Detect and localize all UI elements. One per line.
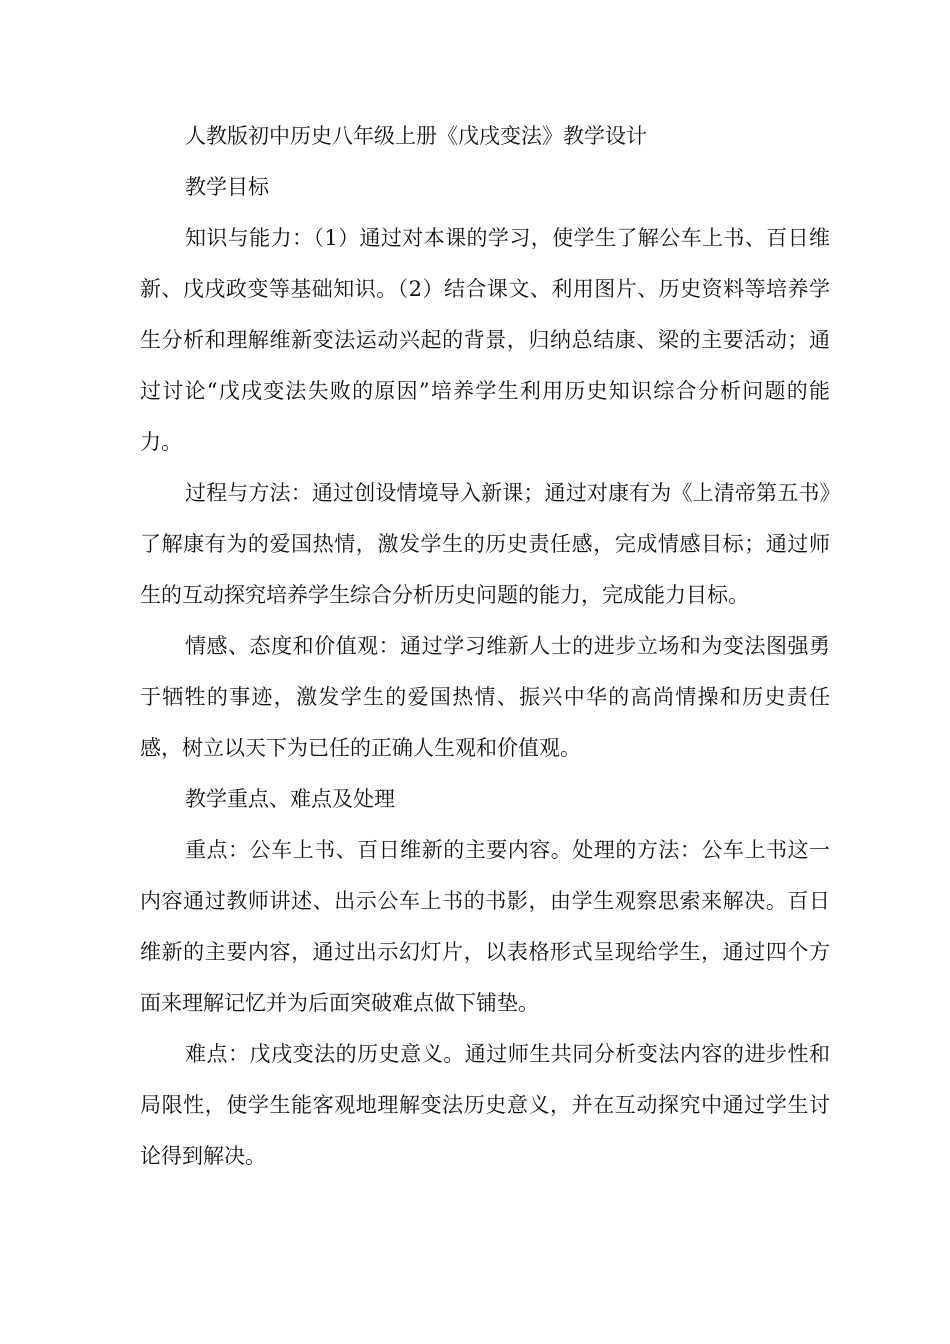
document-title: 人教版初中历史八年级上册《戊戌变法》教学设计 <box>185 124 647 148</box>
paragraph-process-method: 过程与方法：通过创设情境导入新课；通过对康有为《上清帝第五书》了解康有为的爱国热情，激发学生的历史责任感，完成情感目标；通过师生的互动探究培养学生综合分析历史问题的能力，完成能力目标。 <box>140 481 830 607</box>
section-heading-keypoints: 教学重点、难点及处理 <box>185 787 395 811</box>
document-page <box>140 111 830 1182</box>
paragraph-difficulty: 难点：戊戌变法的历史意义。通过师生共同分析变法内容的进步性和局限性，使学生能客观地理解变法历史意义，并在互动探究中通过学生讨论得到解决。 <box>140 1042 830 1168</box>
paragraph-focus: 重点：公车上书、百日维新的主要内容。处理的方法：公车上书这一内容通过教师讲述、出示公车上书的书影，由学生观察思索来解决。百日维新的主要内容，通过出示幻灯片，以表格形式呈现给学生，通过四个方面来理解记忆并为后面突破难点做下铺垫。 <box>140 838 830 1015</box>
section-heading-objectives: 教学目标 <box>185 175 269 199</box>
paragraph-emotion-values: 情感、态度和价值观：通过学习维新人士的进步立场和为变法图强勇于牺牲的事迹，激发学生的爱国热情、振兴中华的高尚情操和历史责任感，树立以天下为已任的正确人生观和价值观。 <box>140 634 830 760</box>
paragraph-knowledge-ability: 知识与能力：（1）通过对本课的学习，使学生了解公车上书、百日维新、戊戌政变等基础知识。（2）结合课文、利用图片、历史资料等培养学生分析和理解维新变法运动兴起的背景，归纳总结康、梁的主要活动；通过讨论“戊戌变法失败的原因”培养学生利用历史知识综合分析问题的能力。 <box>140 226 830 454</box>
